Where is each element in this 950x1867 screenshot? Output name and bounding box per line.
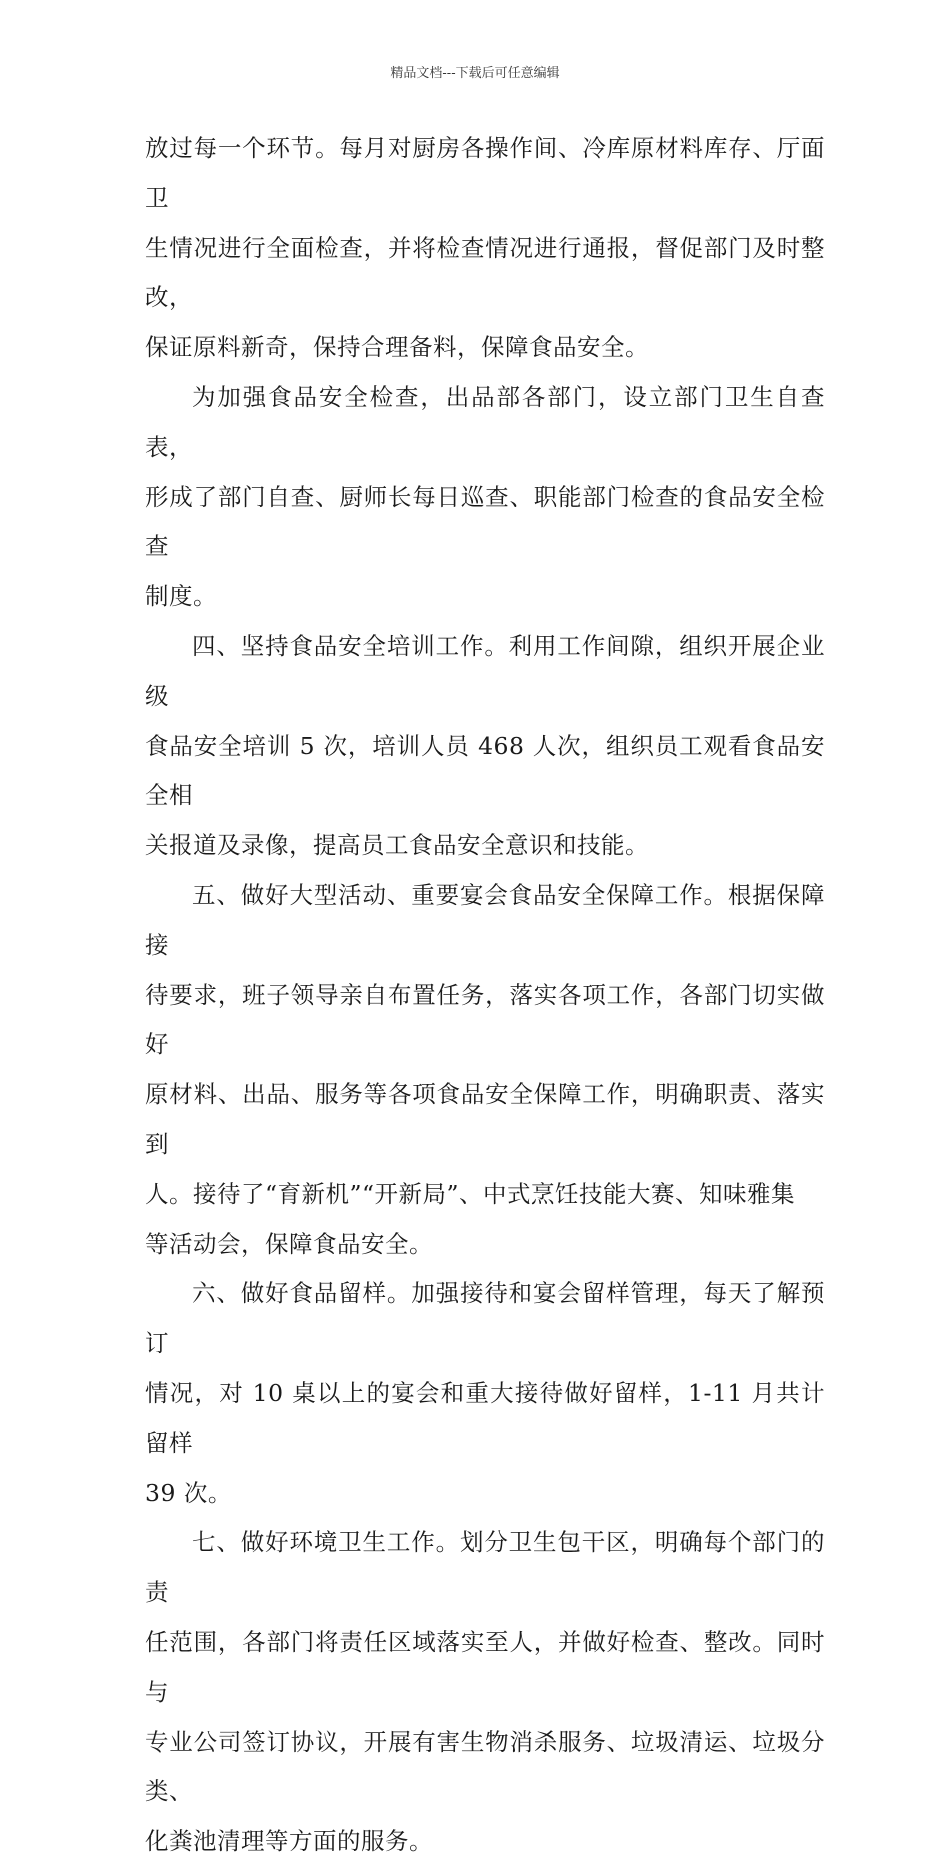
- line: 制度。: [145, 582, 217, 611]
- line: 形成了部门自查、厨师长每日巡查、职能部门检查的食品安全检查: [145, 482, 825, 561]
- line: 人。接待了“育新机”“开新局”、中式烹饪技能大赛、知味雅集: [145, 1179, 796, 1208]
- line: 六、做好食品留样。加强接待和宴会留样管理，每天了解预订: [145, 1279, 825, 1358]
- paragraph-4: [145, 871, 825, 1269]
- line: 关报道及录像，提高员工食品安全意识和技能。: [145, 831, 649, 860]
- paragraph-6: [145, 1518, 825, 1867]
- line: 原材料、出品、服务等各项食品安全保障工作，明确职责、落实到: [145, 1080, 825, 1158]
- paragraph-5: [145, 1269, 825, 1518]
- document-body: [145, 124, 825, 1867]
- line: 等活动会，保障食品安全。: [145, 1229, 433, 1258]
- line: 情况，对 10 桌以上的宴会和重大接待做好留样，1-11 月共计留样: [145, 1378, 825, 1457]
- paragraph-1: [145, 124, 825, 373]
- line: 放过每一个环节。每月对厨房各操作间、冷库原材料库存、厅面卫: [145, 134, 825, 212]
- line: 保证原料新奇，保持合理备料，保障食品安全。: [145, 333, 649, 362]
- line: 化粪池清理等方面的服务。: [145, 1827, 433, 1856]
- line: 39 次。: [145, 1478, 232, 1507]
- paragraph-3: [145, 622, 825, 871]
- line: 生情况进行全面检查，并将检查情况进行通报，督促部门及时整改，: [145, 233, 825, 312]
- line: 待要求，班子领导亲自布置任务，落实各项工作，各部门切实做好: [145, 980, 825, 1059]
- line: 七、做好环境卫生工作。划分卫生包干区，明确每个部门的责: [145, 1528, 825, 1607]
- line: 为加强食品安全检查，出品部各部门，设立部门卫生自查表，: [145, 382, 825, 461]
- paragraph-2: [145, 373, 825, 622]
- line: 专业公司签订协议，开展有害生物消杀服务、垃圾清运、垃圾分类、: [145, 1727, 825, 1806]
- line: 四、坚持食品安全培训工作。利用工作间隙，组织开展企业级: [145, 631, 825, 710]
- line: 五、做好大型活动、重要宴会食品安全保障工作。根据保障接: [145, 880, 825, 959]
- page-header: 精品文档---下载后可任意编辑: [390, 66, 560, 81]
- line: 食品安全培训 5 次，培训人员 468 人次，组织员工观看食品安全相: [145, 731, 825, 810]
- line: 任范围，各部门将责任区域落实至人，并做好检查、整改。同时与: [145, 1627, 825, 1706]
